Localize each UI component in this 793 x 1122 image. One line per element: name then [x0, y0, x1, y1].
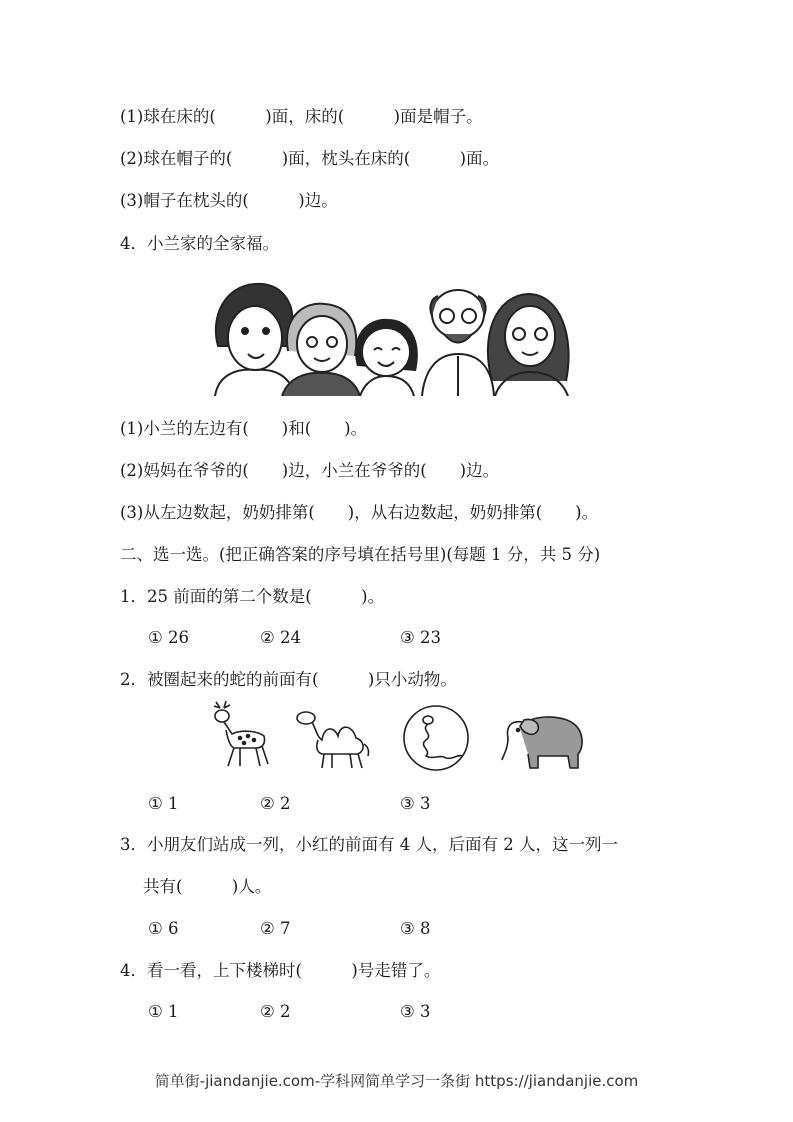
q4-option-2: ② 2: [260, 1002, 291, 1021]
section-2-title: 二、选一选。(把正确答案的序号填在括号里)(每题 1 分，共 5 分): [120, 545, 601, 564]
question-3-part-2: (2)球在帽子的( )面，枕头在床的( )面。: [120, 149, 500, 168]
q4-option-3: ③ 3: [400, 1002, 431, 1021]
section-2-question-2: 2．被圈起来的蛇的前面有( )只小动物。: [120, 670, 457, 689]
section-2-question-4: 4．看一看，上下楼梯时( )号走错了。: [120, 961, 441, 980]
q3-option-3: ③ 8: [400, 919, 431, 938]
q4-option-1: ① 1: [148, 1002, 179, 1021]
camel-image: [294, 704, 372, 770]
q2-option-2: ② 2: [260, 794, 291, 813]
q2-option-3: ③ 3: [400, 794, 431, 813]
q3-option-2: ② 7: [260, 919, 291, 938]
q1-option-1: ① 26: [148, 628, 190, 647]
question-4-title: 4．小兰家的全家福。: [120, 234, 279, 253]
q1-option-3: ③ 23: [400, 628, 442, 647]
question-4-part-1: (1)小兰的左边有( )和( )。: [120, 419, 368, 438]
section-2-question-1: 1．25 前面的第二个数是( )。: [120, 587, 385, 606]
deer-image: [206, 700, 272, 770]
question-4-part-3: (3)从左边数起，奶奶排第( )，从右边数起，奶奶排第( )。: [120, 503, 599, 522]
q2-option-1: ① 1: [148, 794, 179, 813]
section-2-question-3-line-1: 3．小朋友们站成一列，小红的前面有 4 人，后面有 2 人，这一列一: [120, 835, 618, 854]
circled-snake-image: [402, 704, 470, 772]
section-2-question-3-line-2: 共有( )人。: [143, 877, 272, 896]
question-4-part-2: (2)妈妈在爷爷的( )边，小兰在爷爷的( )边。: [120, 461, 500, 480]
question-3-part-1: (1)球在床的( )面，床的( )面是帽子。: [120, 107, 483, 126]
q3-option-1: ① 6: [148, 919, 179, 938]
question-3-part-3: (3)帽子在枕头的( )边。: [120, 191, 338, 210]
q1-option-2: ② 24: [260, 628, 302, 647]
elephant-image: [498, 708, 588, 774]
footer-watermark: 简单街-jiandanjie.com-学科网简单学习一条街 https://jiandanjie.com: [154, 1072, 639, 1090]
family-portrait-image: [210, 276, 584, 396]
